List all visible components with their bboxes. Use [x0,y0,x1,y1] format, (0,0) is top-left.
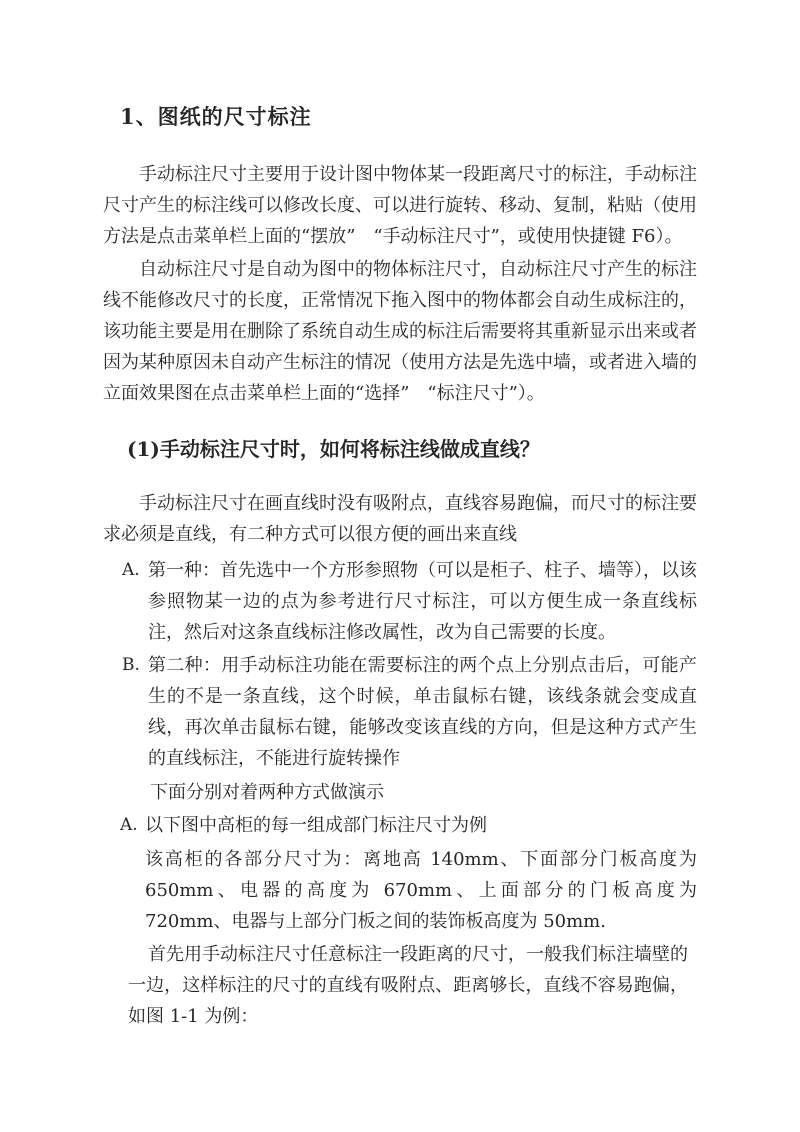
example-closing: 首先用手动标注尺寸任意标注一段距离的尺寸，一般我们标注墙壁的一边，这样标注的尺寸的直线有吸附点、距离够长，直线不容易跑偏，如图 1-1 为例： [128,944,688,1027]
section-heading: (1)手动标注尺寸时，如何将标注线做成直线？ [127,437,540,461]
method-list [0,555,800,774]
method-item-a [122,555,697,648]
example-item [120,810,697,841]
method-item-b-text: 第二种：用手动标注功能在需要标注的两个点上分别点击后，可能产生的不是一条直线，这个时候，单击鼠标右键，该线条就会变成直线，再次单击鼠标右键，能够改变该直线的方向，但是这种方式产生的直线标注，不能进行旋转操作 [148,655,697,769]
method-item-b [122,650,697,774]
doc-title: 1、图纸的尺寸标注 [120,104,312,129]
example-detail: 该高柜的各部分尺寸为：离地高 140mm、下面部分门板高度为 650mm、电器的高度为 670mm、上面部分的门板高度为 720mm、电器与上部分门板之间的装饰板高度为 50mm. [145,849,697,932]
demo-lead: 下面分别对着两种方式做演示 [150,782,384,803]
list-marker-b: B. [122,655,140,675]
paragraph-auto-dimension: 自动标注尺寸是自动为图中的物体标注尺寸，自动标注尺寸产生的标注线不能修改尺寸的长度，正常情况下拖入图中的物体都会自动生成标注的，该功能主要是用在删除了系统自动生成的标注后需要将其重新显示出来或者因为某种原因未自动产生标注的情况（使用方法是先选中墙，或者进入墙的立面效果图在点击菜单栏上面的“选择” “标注尺寸”）。 [103,259,697,404]
method-item-a-text: 第一种：首先选中一个方形参照物（可以是柜子、柱子、墙等），以该参照物某一边的点为参考进行尺寸标注，可以方便生成一条直线标注，然后对这条直线标注修改属性，改为自己需要的长度。 [148,560,697,643]
list-marker-a: A. [122,560,140,580]
paragraph-manual-dimension: 手动标注尺寸主要用于设计图中物体某一段距离尺寸的标注，手动标注尺寸产生的标注线可以修改长度、可以进行旋转、移动、复制，粘贴（使用方法是点击菜单栏上面的“摆放” “手动标注尺寸”，或使用快捷键 F6）。 [103,164,697,247]
example-marker: A. [120,815,138,835]
section-intro: 手动标注尺寸在画直线时没有吸附点，直线容易跑偏，而尺寸的标注要求必须是直线，有二种方式可以很方便的画出来直线 [103,493,697,545]
example-title: 以下图中高柜的每一组成部门标注尺寸为例 [145,815,487,836]
